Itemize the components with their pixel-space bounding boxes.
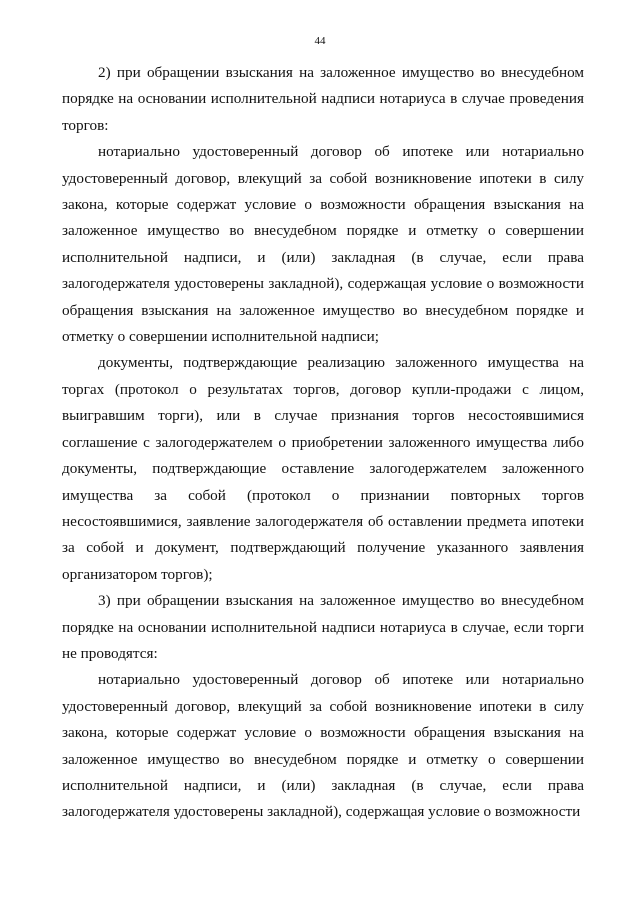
paragraph-sale-documents: документы, подтверждающие реализацию заложенного имущества на торгах (протокол о результатах торгов, договор купли-продажи с лицом, выигравшим торги), или в случае признания торгов несостоявшимися соглашение с залогодержателем о приобретении заложенного имущества либо документы, подтверждающие оставление залогодержателем заложенного имущества за собой (протокол о признании повторных торгов несостоявшимися, заявление залогодержателя об оставлении предмета ипотеки за собой и документ, подтверждающий получение указанного заявления организатором торгов); — [62, 354, 584, 583]
document-body — [62, 60, 584, 826]
paragraph-mortgage-agreement: нотариально удостоверенный договор об ипотеке или нотариально удостоверенный договор, влекущий за собой возникновение ипотеки в силу закона, которые содержат условие о возможности обращения взыскания на заложенное имущество во внесудебном порядке и отметку о совершении исполнительной надписи, и (или) закладная (в случае, если права залогодержателя удостоверены закладной), содержащая условие о возможности обращения взыскания на заложенное имущество во внесудебном порядке и отметку о совершении исполнительной надписи; — [62, 143, 584, 346]
paragraph-mortgage-agreement-continued: нотариально удостоверенный договор об ипотеке или нотариально удостоверенный договор, влекущий за собой возникновение ипотеки в силу закона, которые содержат условие о возможности обращения взыскания на заложенное имущество во внесудебном порядке и отметку о совершении исполнительной надписи, и (или) закладная (в случае, если права залогодержателя удостоверены закладной), содержащая условие о возможности — [62, 671, 584, 821]
paragraph-item-2-heading: 2) при обращении взыскания на заложенное имущество во внесудебном порядке на основании исполнительной надписи нотариуса в случае проведения торгов: — [62, 64, 584, 134]
page-number: 44 — [314, 35, 326, 47]
paragraph-item-3-heading: 3) при обращении взыскания на заложенное имущество во внесудебном порядке на основании исполнительной надписи нотариуса в случае, если торги не проводятся: — [62, 592, 584, 662]
